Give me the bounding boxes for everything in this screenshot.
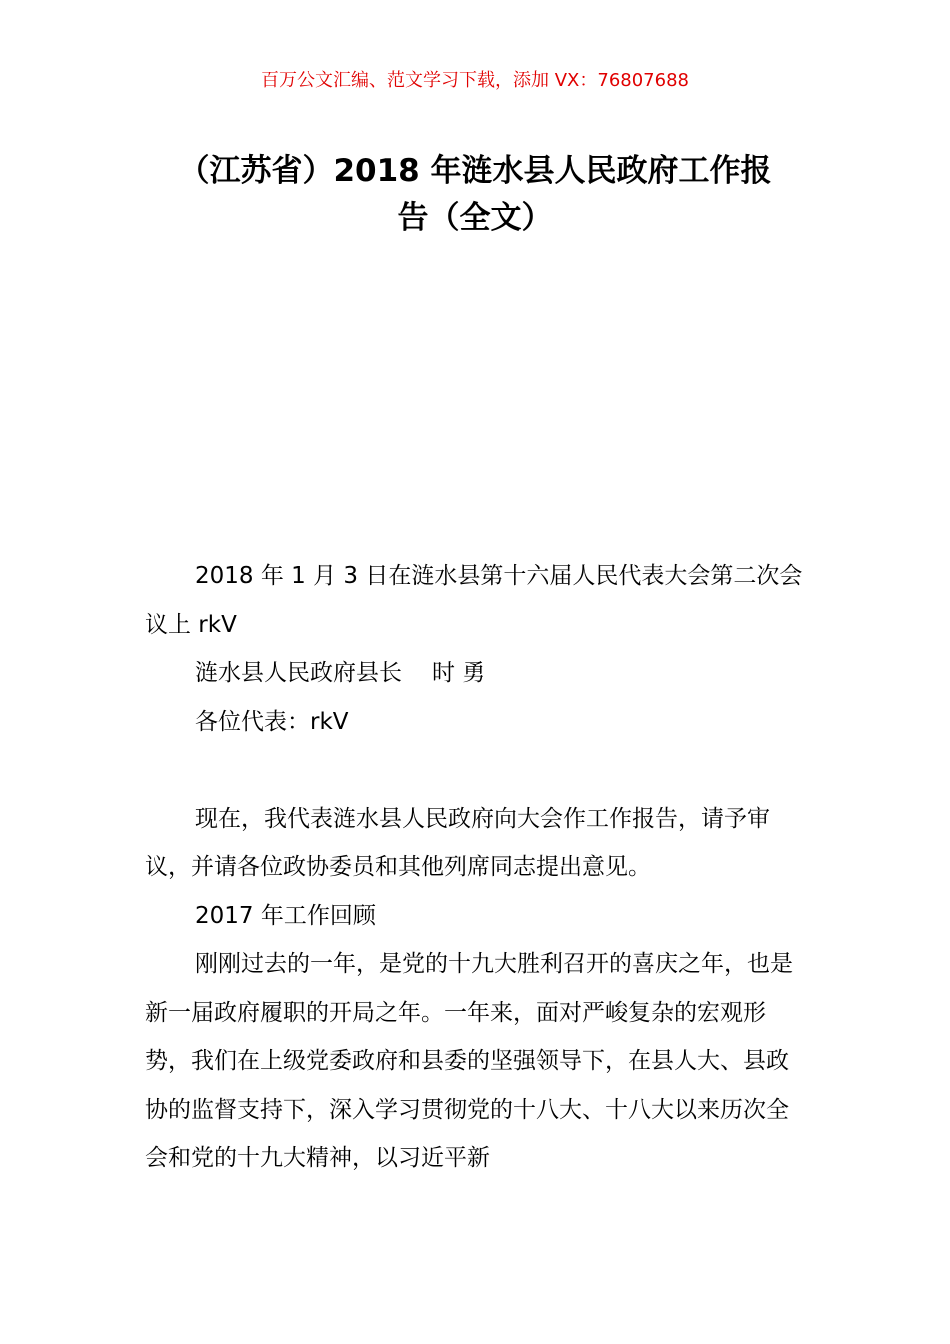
salutation-paragraph: 各位代表：rkV (195, 708, 349, 735)
dateline-paragraph: 2018 年 1 月 3 日在涟水县第十六届人民代表大会第二次会议上 rkV (145, 563, 803, 638)
speaker-paragraph (145, 649, 810, 698)
section-heading: 2017 年工作回顾 (195, 902, 376, 929)
header-banner: 百万公文汇编、范文学习下载，添加 VX：76807688 (261, 70, 689, 91)
intro-paragraph: 现在，我代表涟水县人民政府向大会作工作报告，请予审议，并请各位政协委员和其他列席同志提出意见。 (145, 805, 770, 880)
title-line-2: 告（全文） (397, 200, 553, 236)
speaker-name: 时 勇 (432, 660, 486, 686)
document-body (145, 552, 810, 1183)
title-line-1: （江苏省）2018 年涟水县人民政府工作报 (178, 153, 772, 189)
speaker-role: 涟水县人民政府县长 (195, 660, 402, 686)
document-title (140, 148, 810, 242)
paragraph-spacer (145, 746, 810, 795)
review-paragraph: 刚刚过去的一年，是党的十九大胜利召开的喜庆之年，也是新一届政府履职的开局之年。一年来，面对严峻复杂的宏观形势，我们在上级党委政府和县委的坚强领导下，在县人大、县政协的监督支持下，深入学习贯彻党的十八大、十八大以来历次全会和党的十九大精神，以习近平新 (145, 951, 793, 1171)
